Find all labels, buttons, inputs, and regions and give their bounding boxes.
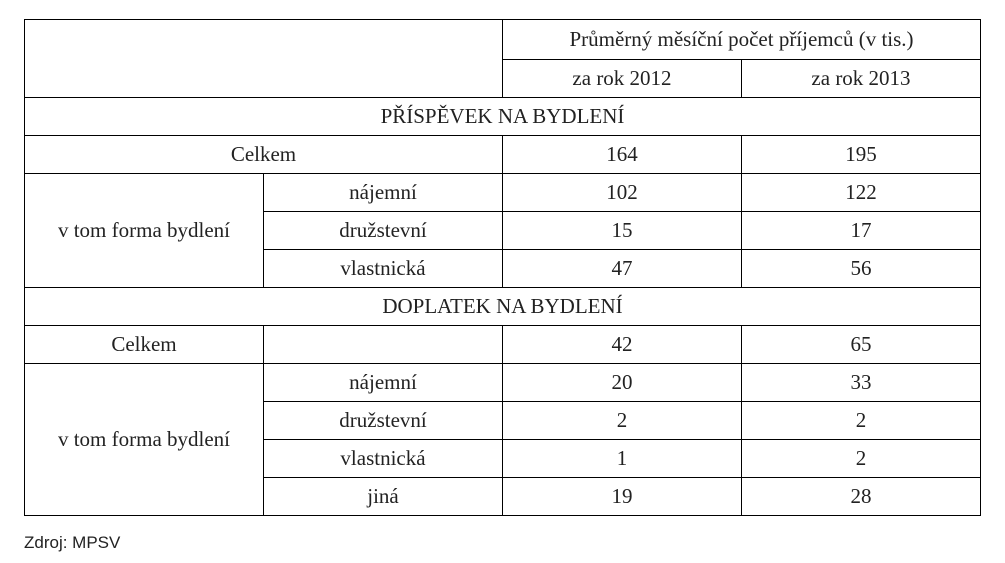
- source-note: Zdroj: MPSV: [24, 533, 121, 552]
- row-value-2013: 28: [742, 478, 981, 516]
- header-year-2012: za rok 2012: [503, 60, 742, 98]
- header-empty-cell: [25, 20, 503, 98]
- row-label: jiná: [264, 478, 503, 516]
- row-value-2012: 102: [503, 174, 742, 212]
- total-value-2013: 195: [742, 136, 981, 174]
- row-value-2012: 2: [503, 402, 742, 440]
- total-value-2013: 65: [742, 326, 981, 364]
- data-table: [24, 19, 981, 516]
- row-value-2013: 2: [742, 440, 981, 478]
- section-title-prispevek: PŘÍSPĚVEK NA BYDLENÍ: [25, 98, 981, 136]
- row-value-2012: 47: [503, 250, 742, 288]
- row-label: družstevní: [264, 402, 503, 440]
- section-title-doplatek: DOPLATEK NA BYDLENÍ: [25, 288, 981, 326]
- total-empty-cell: [264, 326, 503, 364]
- row-value-2013: 56: [742, 250, 981, 288]
- row-label: družstevní: [264, 212, 503, 250]
- row-label: vlastnická: [264, 440, 503, 478]
- total-label: Celkem: [25, 136, 503, 174]
- total-value-2012: 42: [503, 326, 742, 364]
- header-year-2013: za rok 2013: [742, 60, 981, 98]
- breakdown-label: v tom forma bydlení: [25, 174, 264, 288]
- row-value-2013: 2: [742, 402, 981, 440]
- row-label: nájemní: [264, 174, 503, 212]
- row-value-2012: 15: [503, 212, 742, 250]
- row-value-2012: 19: [503, 478, 742, 516]
- row-value-2013: 17: [742, 212, 981, 250]
- row-value-2012: 1: [503, 440, 742, 478]
- header-group-label: Průměrný měsíční počet příjemců (v tis.): [503, 20, 981, 60]
- row-value-2012: 20: [503, 364, 742, 402]
- total-value-2012: 164: [503, 136, 742, 174]
- breakdown-label: v tom forma bydlení: [25, 364, 264, 516]
- row-value-2013: 33: [742, 364, 981, 402]
- row-label: nájemní: [264, 364, 503, 402]
- total-label: Celkem: [25, 326, 264, 364]
- row-label: vlastnická: [264, 250, 503, 288]
- row-value-2013: 122: [742, 174, 981, 212]
